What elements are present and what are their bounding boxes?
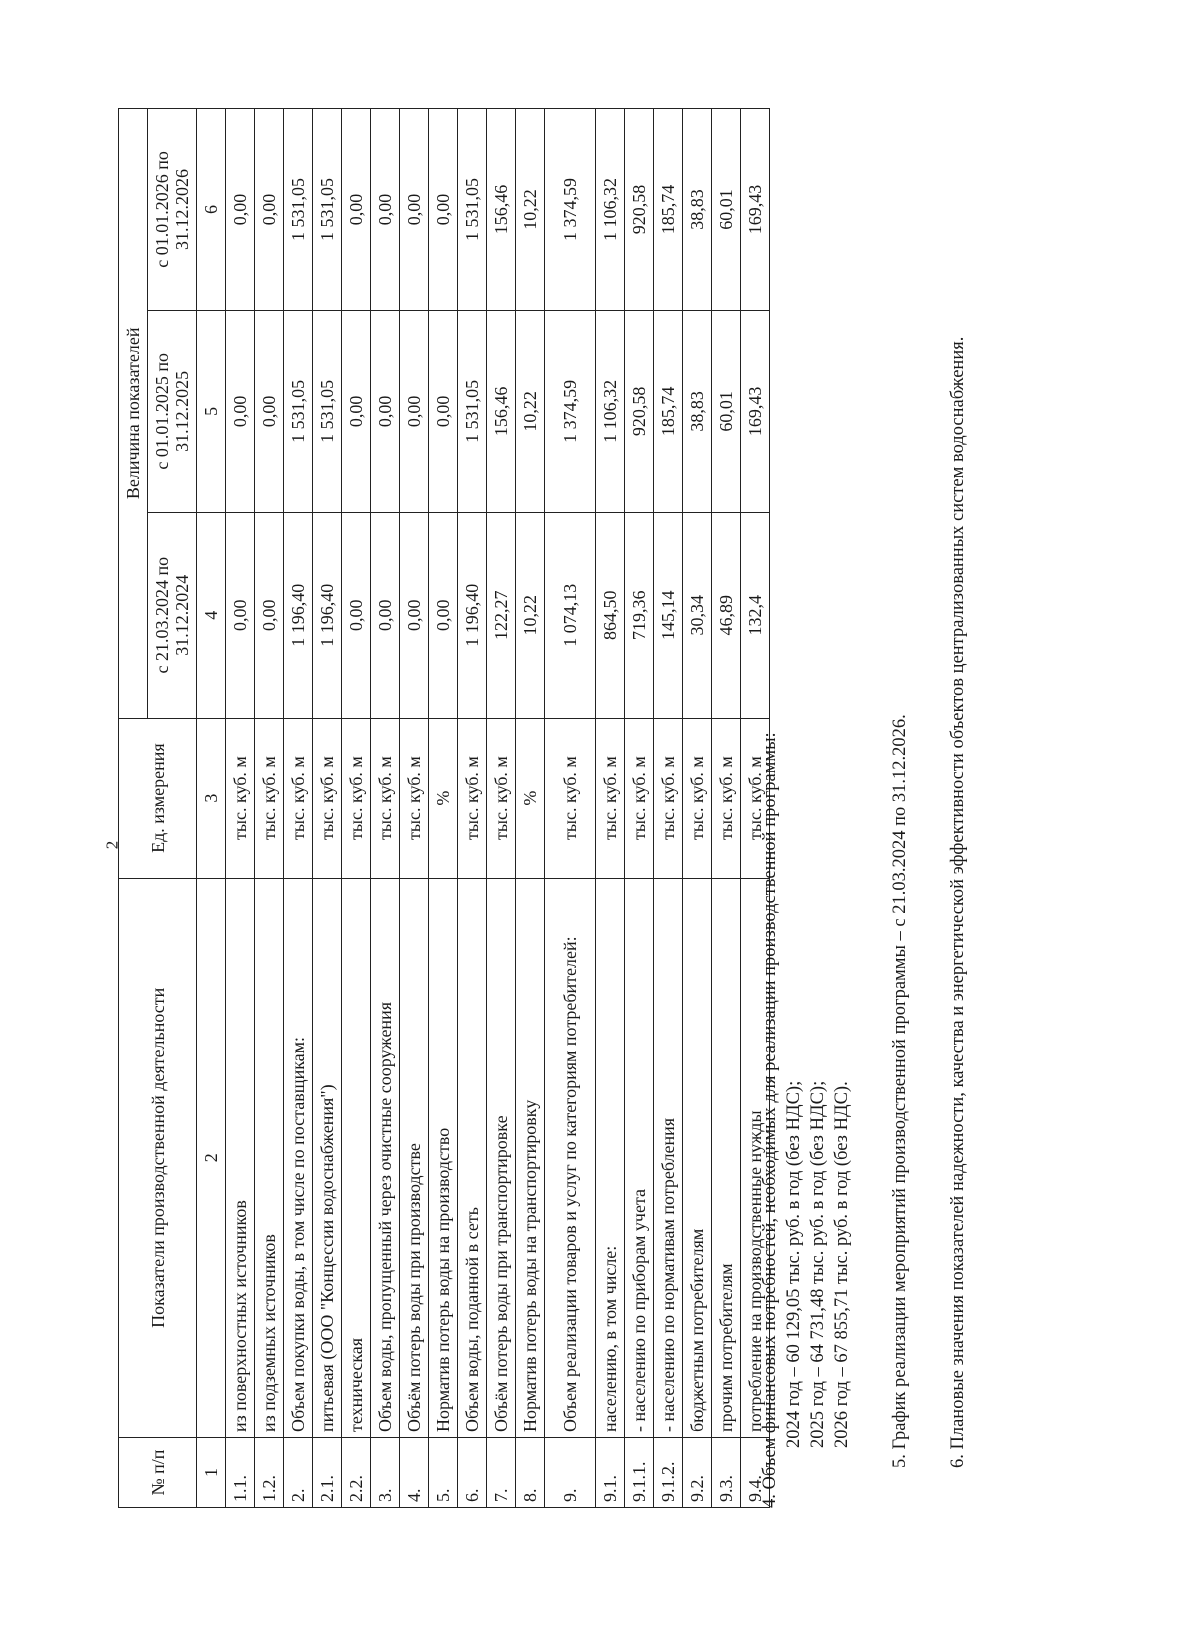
row-value-2024: 0,00 xyxy=(226,512,255,718)
page-number: 2 xyxy=(102,840,122,850)
row-number: 9.1.2. xyxy=(654,1438,683,1508)
row-unit: тыс. куб. м xyxy=(741,718,770,878)
row-value-2025: 0,00 xyxy=(226,310,255,512)
row-number: 8. xyxy=(516,1438,545,1508)
table-row xyxy=(371,109,400,1508)
header-unit: Ед. измерения xyxy=(119,718,197,878)
col-number: 3 xyxy=(197,718,226,878)
table-row xyxy=(596,109,625,1508)
row-value-2026: 1 106,32 xyxy=(596,109,625,311)
table-row xyxy=(255,109,284,1508)
row-number: 9.2. xyxy=(683,1438,712,1508)
row-unit: тыс. куб. м xyxy=(313,718,342,878)
row-unit: тыс. куб. м xyxy=(458,718,487,878)
row-indicator: из подземных источников xyxy=(255,878,284,1438)
note-financial-2024: 2024 год – 60 129,05 тыс. руб. в год (без НДС); xyxy=(784,1080,804,1448)
row-number: 9.3. xyxy=(712,1438,741,1508)
header-num: № п/п xyxy=(119,1438,197,1508)
row-value-2025: 156,46 xyxy=(487,310,516,512)
table-row xyxy=(342,109,371,1508)
row-value-2024: 122,27 xyxy=(487,512,516,718)
row-unit: тыс. куб. м xyxy=(284,718,313,878)
row-indicator: питьевая (ООО "Концессии водоснабжения") xyxy=(313,878,342,1438)
row-number: 2. xyxy=(284,1438,313,1508)
row-value-2026: 0,00 xyxy=(400,109,429,311)
table-row xyxy=(712,109,741,1508)
row-indicator: Объем реализации товаров и услуг по категориям потребителей: xyxy=(545,878,596,1438)
row-indicator: - населению по приборам учета xyxy=(625,878,654,1438)
row-indicator: техническая xyxy=(342,878,371,1438)
row-value-2025: 0,00 xyxy=(342,310,371,512)
table-row xyxy=(487,109,516,1508)
row-unit: тыс. куб. м xyxy=(625,718,654,878)
note-financial-2026: 2026 год – 67 855,71 тыс. руб. в год (без НДС). xyxy=(832,1081,852,1448)
row-value-2025: 0,00 xyxy=(400,310,429,512)
col-number: 1 xyxy=(197,1438,226,1508)
note-targets: 6. Плановые значения показателей надежности, качества и энергетической эффективности объектов централизованных систем водоснабжения. xyxy=(948,336,968,1468)
note-financial-2025: 2025 год – 64 731,48 тыс. руб. в год (без НДС); xyxy=(808,1080,828,1448)
row-number: 1.2. xyxy=(255,1438,284,1508)
row-value-2024: 30,34 xyxy=(683,512,712,718)
row-value-2026: 156,46 xyxy=(487,109,516,311)
row-value-2026: 185,74 xyxy=(654,109,683,311)
header-period-2026: с 01.01.2026 по 31.12.2026 xyxy=(148,109,197,311)
row-value-2025: 0,00 xyxy=(371,310,400,512)
row-value-2026: 1 531,05 xyxy=(284,109,313,311)
row-unit: тыс. куб. м xyxy=(371,718,400,878)
row-value-2024: 1 196,40 xyxy=(284,512,313,718)
row-indicator: Норматив потерь воды на производство xyxy=(429,878,458,1438)
row-value-2025: 60,01 xyxy=(712,310,741,512)
table-row xyxy=(625,109,654,1508)
table-row xyxy=(400,109,429,1508)
row-value-2024: 0,00 xyxy=(255,512,284,718)
row-value-2024: 1 196,40 xyxy=(313,512,342,718)
row-unit: тыс. куб. м xyxy=(255,718,284,878)
row-number: 9.4. xyxy=(741,1438,770,1508)
row-value-2025: 1 531,05 xyxy=(458,310,487,512)
row-value-2026: 10,22 xyxy=(516,109,545,311)
row-value-2024: 0,00 xyxy=(400,512,429,718)
row-value-2026: 0,00 xyxy=(429,109,458,311)
table-row xyxy=(545,109,596,1508)
row-value-2024: 132,4 xyxy=(741,512,770,718)
note-schedule: 5. График реализации мероприятий производственной программы – с 21.03.2024 по 31.12.2026. xyxy=(890,714,910,1468)
row-value-2025: 1 531,05 xyxy=(284,310,313,512)
row-unit: тыс. куб. м xyxy=(654,718,683,878)
row-indicator: Объём потерь воды при транспортировке xyxy=(487,878,516,1438)
row-value-2024: 1 074,13 xyxy=(545,512,596,718)
row-indicator: Объем воды, поданной в сеть xyxy=(458,878,487,1438)
row-number: 5. xyxy=(429,1438,458,1508)
row-value-2025: 1 106,32 xyxy=(596,310,625,512)
header-period-2024: с 21.03.2024 по 31.12.2024 xyxy=(148,512,197,718)
row-value-2025: 169,43 xyxy=(741,310,770,512)
table-row xyxy=(226,109,255,1508)
row-unit: тыс. куб. м xyxy=(226,718,255,878)
table-row xyxy=(683,109,712,1508)
row-number: 3. xyxy=(371,1438,400,1508)
row-number: 4. xyxy=(400,1438,429,1508)
row-number: 1.1. xyxy=(226,1438,255,1508)
col-number: 6 xyxy=(197,109,226,311)
row-value-2024: 719,36 xyxy=(625,512,654,718)
row-value-2026: 920,58 xyxy=(625,109,654,311)
row-value-2025: 920,58 xyxy=(625,310,654,512)
row-number: 2.2. xyxy=(342,1438,371,1508)
row-unit: тыс. куб. м xyxy=(400,718,429,878)
row-value-2025: 38,83 xyxy=(683,310,712,512)
note-financial-needs: 4. Объем финансовых потребностей, необходимых для реализации производственной программы: xyxy=(760,732,780,1508)
header-indicator: Показатели производственной деятельности xyxy=(119,878,197,1438)
row-value-2026: 0,00 xyxy=(226,109,255,311)
col-number: 5 xyxy=(197,310,226,512)
row-value-2024: 10,22 xyxy=(516,512,545,718)
row-number: 9.1.1. xyxy=(625,1438,654,1508)
row-value-2024: 0,00 xyxy=(429,512,458,718)
row-indicator: - населению по нормативам потребления xyxy=(654,878,683,1438)
header-period-2025: с 01.01.2025 по 31.12.2025 xyxy=(148,310,197,512)
row-indicator: прочим потребителям xyxy=(712,878,741,1438)
col-number: 2 xyxy=(197,878,226,1438)
row-value-2026: 1 531,05 xyxy=(313,109,342,311)
row-value-2025: 1 374,59 xyxy=(545,310,596,512)
row-indicator: из поверхностных источников xyxy=(226,878,255,1438)
row-value-2024: 864,50 xyxy=(596,512,625,718)
row-value-2024: 145,14 xyxy=(654,512,683,718)
row-value-2025: 185,74 xyxy=(654,310,683,512)
row-unit: тыс. куб. м xyxy=(683,718,712,878)
notes-section xyxy=(758,108,970,1508)
row-value-2025: 10,22 xyxy=(516,310,545,512)
column-number-row xyxy=(197,109,226,1508)
header-values-group: Величина показателей xyxy=(119,109,148,719)
table-row xyxy=(458,109,487,1508)
row-unit: тыс. куб. м xyxy=(545,718,596,878)
row-value-2026: 60,01 xyxy=(712,109,741,311)
rotated-content xyxy=(118,108,1038,1508)
row-value-2024: 46,89 xyxy=(712,512,741,718)
row-unit: тыс. куб. м xyxy=(596,718,625,878)
row-value-2026: 1 531,05 xyxy=(458,109,487,311)
table-row xyxy=(284,109,313,1508)
row-number: 9.1. xyxy=(596,1438,625,1508)
row-unit: тыс. куб. м xyxy=(487,718,516,878)
row-value-2025: 1 531,05 xyxy=(313,310,342,512)
row-indicator: населению, в том числе: xyxy=(596,878,625,1438)
row-unit: тыс. куб. м xyxy=(342,718,371,878)
row-value-2025: 0,00 xyxy=(255,310,284,512)
row-indicator: Норматив потерь воды на транспортировку xyxy=(516,878,545,1438)
table-row xyxy=(429,109,458,1508)
row-value-2024: 0,00 xyxy=(371,512,400,718)
table-row xyxy=(313,109,342,1508)
indicators-table xyxy=(118,108,770,1508)
row-unit: тыс. куб. м xyxy=(712,718,741,878)
row-value-2024: 0,00 xyxy=(342,512,371,718)
row-indicator: потребление на производственные нужды xyxy=(741,878,770,1438)
row-number: 9. xyxy=(545,1438,596,1508)
row-unit: % xyxy=(429,718,458,878)
row-unit: % xyxy=(516,718,545,878)
row-indicator: Объём потерь воды при производстве xyxy=(400,878,429,1438)
row-value-2026: 0,00 xyxy=(255,109,284,311)
row-number: 6. xyxy=(458,1438,487,1508)
row-indicator: Объем воды, пропущенный через очистные сооружения xyxy=(371,878,400,1438)
row-number: 7. xyxy=(487,1438,516,1508)
row-value-2026: 1 374,59 xyxy=(545,109,596,311)
table-row xyxy=(516,109,545,1508)
row-value-2024: 1 196,40 xyxy=(458,512,487,718)
row-value-2026: 38,83 xyxy=(683,109,712,311)
row-value-2026: 0,00 xyxy=(342,109,371,311)
row-indicator: Объем покупки воды, в том числе по поставщикам: xyxy=(284,878,313,1438)
row-value-2025: 0,00 xyxy=(429,310,458,512)
row-number: 2.1. xyxy=(313,1438,342,1508)
row-indicator: бюджетным потребителям xyxy=(683,878,712,1438)
row-value-2026: 0,00 xyxy=(371,109,400,311)
col-number: 4 xyxy=(197,512,226,718)
row-value-2026: 169,43 xyxy=(741,109,770,311)
table-row xyxy=(654,109,683,1508)
